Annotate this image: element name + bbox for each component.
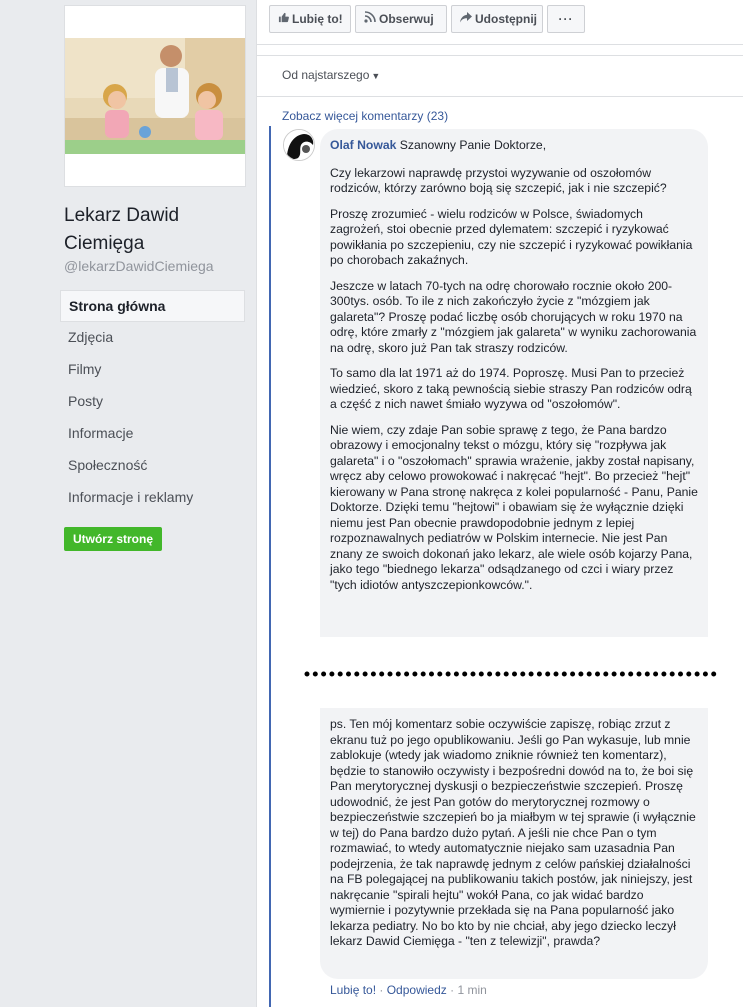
nav-item-community[interactable]: Społeczność: [68, 457, 148, 473]
comment-greeting: Szanowny Panie Doktorze,: [399, 138, 547, 152]
view-more-comments-link[interactable]: Zobacz więcej komentarzy (23): [282, 109, 449, 123]
caret-down-icon: ▼: [371, 71, 381, 81]
comment-postscript: ps. Ten mój komentarz sobie oczywiście zapiszę, robiąc zrzut z ekranu tuż po jego opublikowaniu. Jeśli go Pan wykasuje, lub mnie zablokuje (wtedy jak wiadomo zniknie również ten komentarz), będzie to stanowiło oczywisty i bezpośredni dowód na to, że boi się Pan merytorycznej dyskusji o bezpieczeństwie szczepień. Proszę udowodnić, że jest Pan gotów do merytorycznej rozmowy o bezpieczeństwie szczepień bo ja miałbym w tej sprawie (i wyłącznie w tej) do Pana bardzo dużo pytań. A jeśli nie chce Pan o tym rozmawiać, to wtedy automatycznie niejako sam uzasadnia Pan podejrzenia, że tak naprawdę jednym z celów pańskiej działalności na FB polegającej na publikowaniu takich postów, jak niniejszy, jest nakręcanie "spirali hejtu" wokół Pana, co jak widać bardzo wymiernie i pozytywnie przekłada się na Pana popularność jako lekarza pediatry. No bo kto by nie chciał, aby jego dziecko leczył lekarz Dawid Ciemięga - "ten z telewizji", prawda?: [330, 717, 696, 948]
page-action-bar: [257, 0, 743, 45]
nav-item-home[interactable]: Strona główna: [60, 290, 245, 322]
comment-reply-link[interactable]: Odpowiedz: [386, 983, 447, 997]
omitted-content-separator: [304, 664, 722, 684]
commenter-avatar[interactable]: [283, 129, 315, 161]
page-nav: [60, 290, 245, 514]
comment-paragraph: Jeszcze w latach 70-tych na odrę chorowało rocznie około 200-300tys. osób. To ile z nich zakończyło życie z "mózgiem jak galareta"? Proszę podać liczbę osób chorujących w roku 1970 na odrę, które zmarły z "mózgiem jak galareta" w wyniku zachorowania na odrę, skoro już Pan tak straszy rodziców.: [330, 278, 697, 355]
like-page-button[interactable]: [269, 5, 351, 33]
sort-label: Od najstarszego: [282, 68, 370, 82]
main-column: [256, 0, 743, 1007]
comment-actions: [330, 983, 487, 997]
more-options-button[interactable]: ···: [547, 5, 585, 33]
comment-paragraph: Czy lekarzowi naprawdę przystoi wyzywanie od oszołomów rodziców, którzy zarówno boją się szczepić, jak i nie szczepić?: [330, 165, 667, 195]
dotted-line: [304, 664, 722, 684]
comment-bubble: [320, 129, 708, 637]
meta-separator: ·: [376, 983, 387, 997]
comment-bubble-continued: [320, 708, 708, 979]
meta-separator: ·: [446, 983, 458, 997]
comment-paragraph: To samo dla lat 1971 aż do 1974. Poproszę. Musi Pan to przecież wiedzieć, skoro z taką pewnością siebie straszy Pan rodziców odrą a część z nich nawet śmiało wyzywa od "oszołomów".: [330, 366, 692, 411]
thumbs-up-icon: [278, 6, 289, 32]
rss-icon: [364, 6, 376, 32]
share-arrow-icon: [460, 6, 472, 32]
like-page-label: Lubię to!: [292, 12, 343, 26]
avatar-image: [284, 130, 315, 161]
left-sidebar: [0, 0, 256, 1007]
profile-picture[interactable]: [65, 38, 245, 154]
follow-label: Obserwuj: [379, 12, 434, 26]
page-handle[interactable]: @lekarzDawidCiemiega: [64, 258, 214, 274]
comment-timestamp[interactable]: 1 min: [457, 983, 487, 997]
nav-item-posts[interactable]: Posty: [68, 393, 104, 409]
page-title[interactable]: Lekarz Dawid Ciemięga: [64, 205, 180, 254]
comment-sort-dropdown[interactable]: [282, 68, 380, 82]
divider: [257, 96, 743, 97]
profile-picture-frame[interactable]: [64, 5, 246, 187]
follow-button[interactable]: [355, 5, 447, 33]
share-button[interactable]: [451, 5, 543, 33]
profile-photo-illustration: [65, 38, 245, 154]
comment-paragraph: Proszę zrozumieć - wielu rodziców w Polsce, świadomych zagrożeń, stoi obecnie przed dylematem: szczepić i ryzykować powikłania po szczepieniu, czy nie szczepić i ryzykować powikłania po chorobach zakaźnych.: [330, 206, 693, 267]
nav-item-videos[interactable]: Filmy: [68, 361, 102, 377]
nav-item-info-and-ads[interactable]: Informacje i reklamy: [68, 489, 194, 505]
thread-highlight-line: [269, 126, 271, 1007]
comment-like-link[interactable]: Lubię to!: [330, 983, 377, 997]
comment-paragraph: Nie wiem, czy zdaje Pan sobie sprawę z tego, że Pana bardzo obrazowy i emocjonalny tekst o mózgu, który się "rozpływa jak galareta" i o "oszołomach" sprawia wrażenie, jakby został napisany, wręcz aby celowo prowokować i nakręcać "hejt". Bo przecież "hejt" kierowany w Pana stronę nakręca z kolei popularność - Panu, Panie Doktorze. Dzięki temu "hejtowi" i obawiam się że wyłącznie dzięki niemu jest Pan obecnie prawdopodobnie jednym z lepiej rozpoznawalnych pediatrów w Polskim internecie. Nie jest Pan znany ze swoich dokonań jako lekarz, ale wiele osób kojarzy Pana, jako tego "biednego lekarza" odsądzanego od czci i wiary przez "tych idiotów antyszczepionkowców.".: [330, 422, 698, 592]
nav-item-photos[interactable]: Zdjęcia: [68, 329, 114, 345]
comment-author-link[interactable]: Olaf Nowak: [330, 138, 397, 152]
share-label: Udostępnij: [475, 12, 537, 26]
create-page-button[interactable]: Utwórz stronę: [64, 527, 162, 551]
nav-item-about[interactable]: Informacje: [68, 425, 134, 441]
divider: [257, 55, 743, 56]
